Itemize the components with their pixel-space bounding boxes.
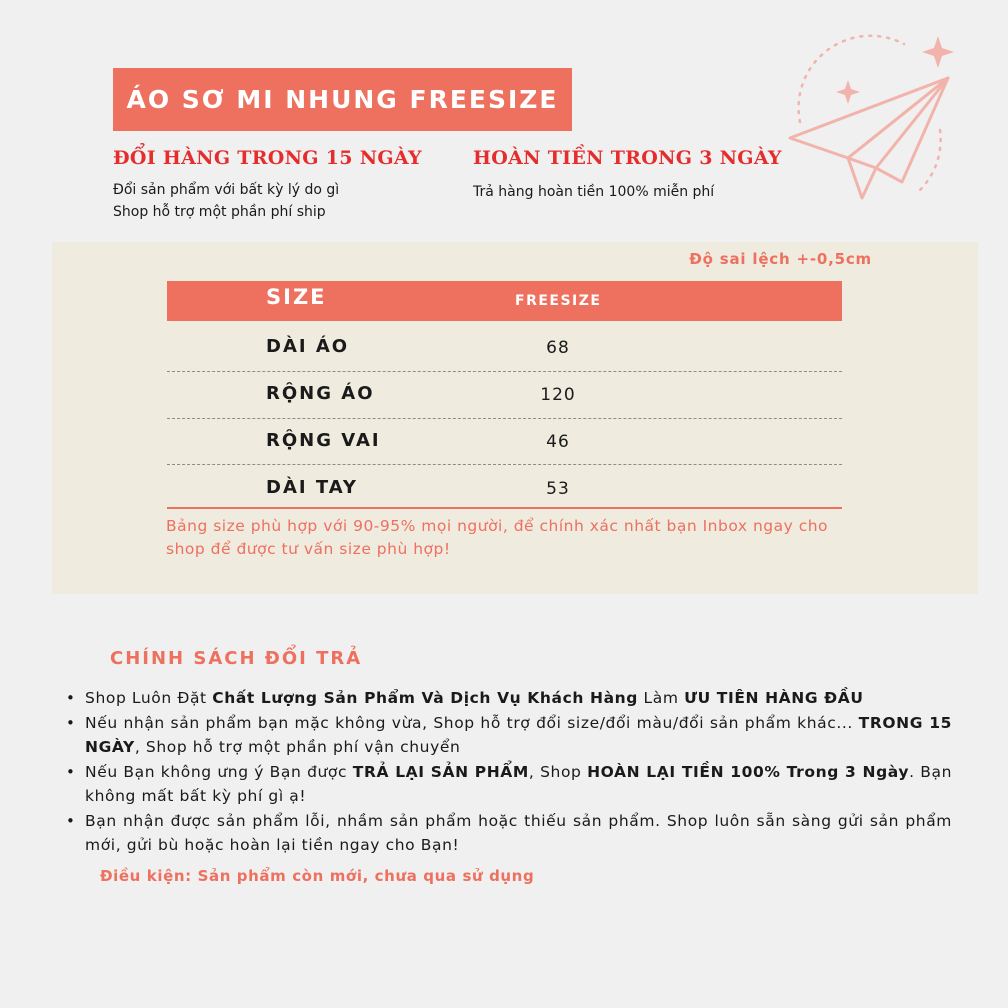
measurement-value: 120: [540, 385, 576, 405]
list-item: • Nếu nhận sản phẩm bạn mặc không vừa, Shop hỗ trợ đổi size/đổi màu/đổi sản phẩm khác... TRONG 15 NGÀY, Shop hỗ trợ một phần phí vận chuyển: [62, 711, 952, 760]
measurement-value: 53: [546, 479, 570, 499]
freesize-column-header: FREESIZE: [515, 293, 602, 309]
tolerance-note: Độ sai lệch +-0,5cm: [689, 250, 872, 268]
refund-description: [473, 181, 714, 203]
measurement-value: 46: [546, 432, 570, 452]
refund-heading: HOÀN TIỀN TRONG 3 NGÀY: [473, 147, 782, 169]
table-bottom-rule: [167, 507, 842, 509]
refund-line: Trả hàng hoàn tiền 100% miễn phí: [473, 184, 715, 200]
exchange-line: Shop hỗ trợ một phần phí ship: [113, 204, 326, 220]
table-row: [167, 463, 842, 510]
measurement-label: RỘNG ÁO: [266, 383, 375, 404]
policy-title: CHÍNH SÁCH ĐỔI TRẢ: [110, 648, 363, 669]
bullet-icon: •: [66, 762, 76, 781]
list-item: • Nếu Bạn không ưng ý Bạn được TRẢ LẠI SẢN PHẨM, Shop HOÀN LẠI TIỀN 100% Trong 3 Ngày. Bạn không mất bất kỳ phí gì ạ!: [62, 760, 952, 809]
bullet-icon: •: [66, 811, 76, 830]
size-table-header: [167, 281, 842, 321]
exchange-description: [113, 179, 339, 223]
bullet-icon: •: [66, 713, 76, 732]
list-item: • Shop Luôn Đặt Chất Lượng Sản Phẩm Và Dịch Vụ Khách Hàng Làm ƯU TIÊN HÀNG ĐẦU: [62, 686, 952, 711]
policy-list: [62, 686, 952, 858]
measurement-label: DÀI ÁO: [266, 336, 350, 357]
measurement-label: DÀI TAY: [266, 477, 358, 498]
measurement-label: RỘNG VAI: [266, 430, 381, 451]
measurement-value: 68: [546, 338, 570, 358]
bullet-icon: •: [66, 689, 76, 707]
list-item: • Bạn nhận được sản phẩm lỗi, nhầm sản phẩm hoặc thiếu sản phẩm. Shop luôn sẵn sàng gửi sản phẩm mới, gửi bù hoặc hoàn lại tiền ngay cho Bạn!: [62, 809, 952, 858]
table-row: [167, 369, 842, 416]
product-title: ÁO SƠ MI NHUNG FREESIZE: [113, 68, 572, 131]
table-row: [167, 322, 842, 369]
exchange-line: Đổi sản phẩm với bất kỳ lý do gì: [113, 182, 340, 198]
condition-note: Điều kiện: Sản phẩm còn mới, chưa qua sử dụng: [100, 867, 535, 885]
size-column-header: SIZE: [266, 285, 327, 309]
table-row: [167, 416, 842, 463]
exchange-heading: ĐỔI HÀNG TRONG 15 NGÀY: [113, 147, 422, 169]
size-fit-note: Bảng size phù hợp với 90-95% mọi người, để chính xác nhất bạn Inbox ngay cho shop để được tư vấn size phù hợp!: [166, 517, 829, 558]
paper-plane-icon: [780, 30, 960, 210]
